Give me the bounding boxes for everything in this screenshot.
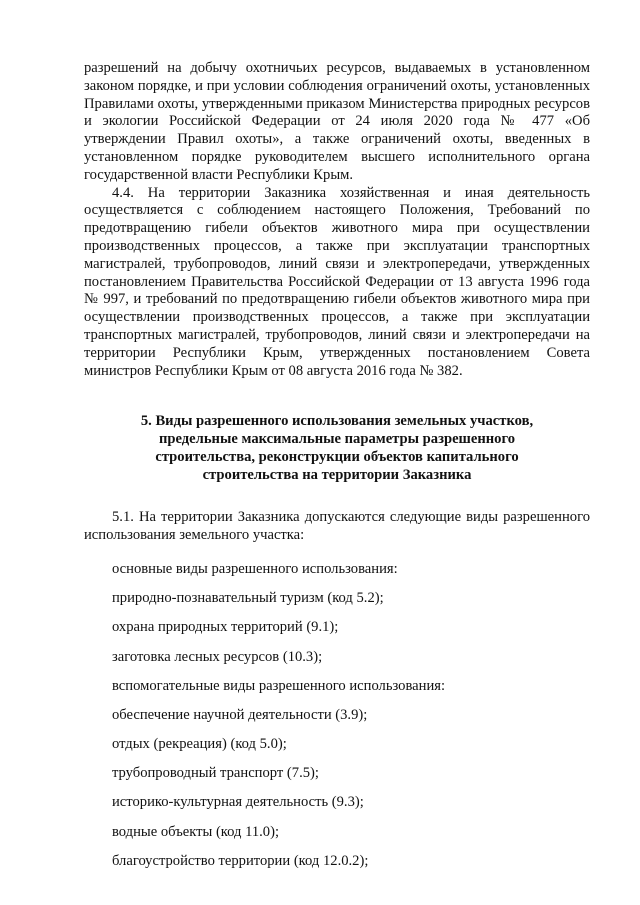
list-item: водные объекты (код 11.0); [112,823,280,840]
paragraph-5-1: 5.1. На территории Заказника допускаются следующие виды разрешенного использования земельного участка: [84,509,590,544]
section-5-heading-line-3: строительства, реконструкции объектов капитального [155,449,519,466]
list-item: обеспечение научной деятельности (3.9); [112,706,368,723]
list-item: заготовка лесных ресурсов (10.3); [112,648,323,665]
list-item: историко-культурная деятельность (9.3); [112,794,364,811]
list-item: трубопроводный транспорт (7.5); [112,765,319,782]
document-page [84,60,590,882]
land-use-list [84,561,590,882]
section-5-heading-line-4: строительства на территории Заказника [202,467,472,484]
list-item: благоустройство территории (код 12.0.2); [112,852,369,869]
list-item: охрана природных территорий (9.1); [112,619,339,636]
section-5-heading-line-2: предельные максимальные параметры разрешенного [158,431,516,448]
list-item: природно-познавательный туризм (код 5.2); [112,590,384,607]
paragraph-4-4: 4.4. На территории Заказника хозяйственная и иная деятельность осуществляется с соблюдением настоящего Положения, Требований по предотвращению гибели объектов животного мира при осуществлении производственных процессов, а также при эксплуатации транспортных магистралей, трубопроводов, линий связи и электропередачи, утвержденных постановлением Правительства Российской Федерации от 13 августа 1996 года № 997, и требований по предотвращению гибели объектов животного мира при осуществлении производственных процессов, а также при эксплуатации транспортных магистралей, трубопроводов, линий связи и электропередачи на территории Республики Крым, утвержденных постановлением Совета министров Республики Крым от 08 августа 2016 года № 382. [84,184,590,379]
paragraph-hunting-restrictions: разрешений на добычу охотничьих ресурсов, выдаваемых в установленном законом порядке, и при условии соблюдения ограничений охоты, установленных Правилами охоты, утвержденными приказом Министерства природных ресурсов и экологии Российской Федерации от 24 июля 2020 года № 477 «Об утверждении Правил охоты», а также ограничений охоты, введенных в установленном порядке руководителем высшего исполнительного органа государственной власти Республики Крым. [84,60,590,183]
list-item: основные виды разрешенного использования: [112,560,398,577]
section-5-heading-line-1: 5. Виды разрешенного использования земельных участков, [140,413,534,430]
list-item: отдых (рекреация) (код 5.0); [112,736,287,753]
section-5-heading [84,412,590,484]
list-item: вспомогательные виды разрешенного использования: [112,677,446,694]
